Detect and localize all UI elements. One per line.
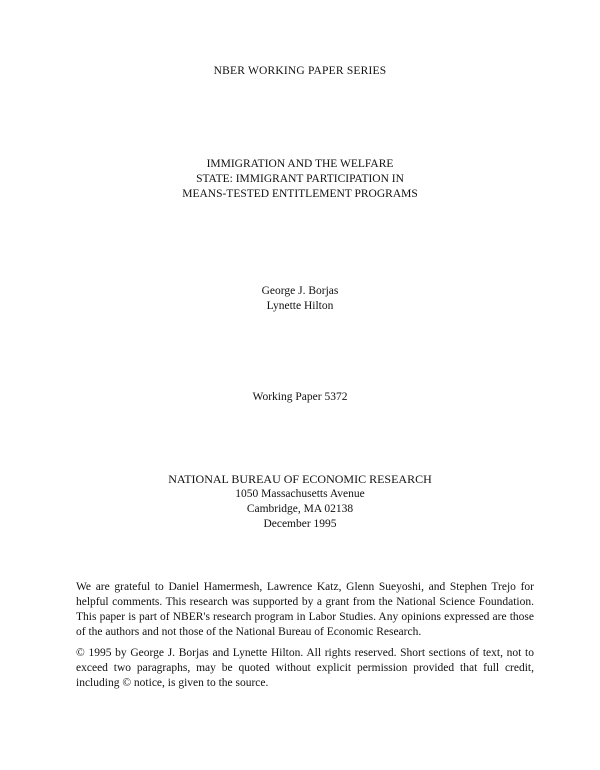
title-line: IMMIGRATION AND THE WELFARE bbox=[206, 158, 394, 170]
paper-title bbox=[0, 157, 600, 202]
author-name: Lynette Hilton bbox=[266, 300, 334, 312]
series-heading: NBER WORKING PAPER SERIES bbox=[213, 65, 387, 77]
institution-address-street: 1050 Massachusetts Avenue bbox=[235, 488, 365, 500]
institution-name: NATIONAL BUREAU OF ECONOMIC RESEARCH bbox=[168, 472, 432, 486]
working-paper-number: Working Paper 5372 bbox=[252, 391, 348, 403]
institution-address-city: Cambridge, MA 02138 bbox=[246, 503, 354, 515]
publication-date: December 1995 bbox=[263, 518, 337, 530]
author-list bbox=[0, 284, 600, 314]
institution-block bbox=[0, 472, 600, 532]
title-line: MEANS-TESTED ENTITLEMENT PROGRAMS bbox=[182, 188, 418, 200]
acknowledgement-paragraph: We are grateful to Daniel Hamermesh, Lawrence Katz, Glenn Sueyoshi, and Stephen Trejo for helpful comments. This research was supported by a grant from the National Science Foundation. This paper is part of NBER's research program in Labor Studies. Any opinions expressed are those of the authors and not those of the National Bureau of Economic Research. bbox=[76, 580, 534, 638]
copyright-paragraph: © 1995 by George J. Borjas and Lynette Hilton. All rights reserved. Short sections of text, not to exceed two paragraphs, may be quoted without explicit permission provided that full credit, including © notice, is given to the source. bbox=[76, 646, 534, 689]
title-line: STATE: IMMIGRANT PARTICIPATION IN bbox=[196, 173, 404, 185]
author-name: George J. Borjas bbox=[261, 285, 339, 297]
